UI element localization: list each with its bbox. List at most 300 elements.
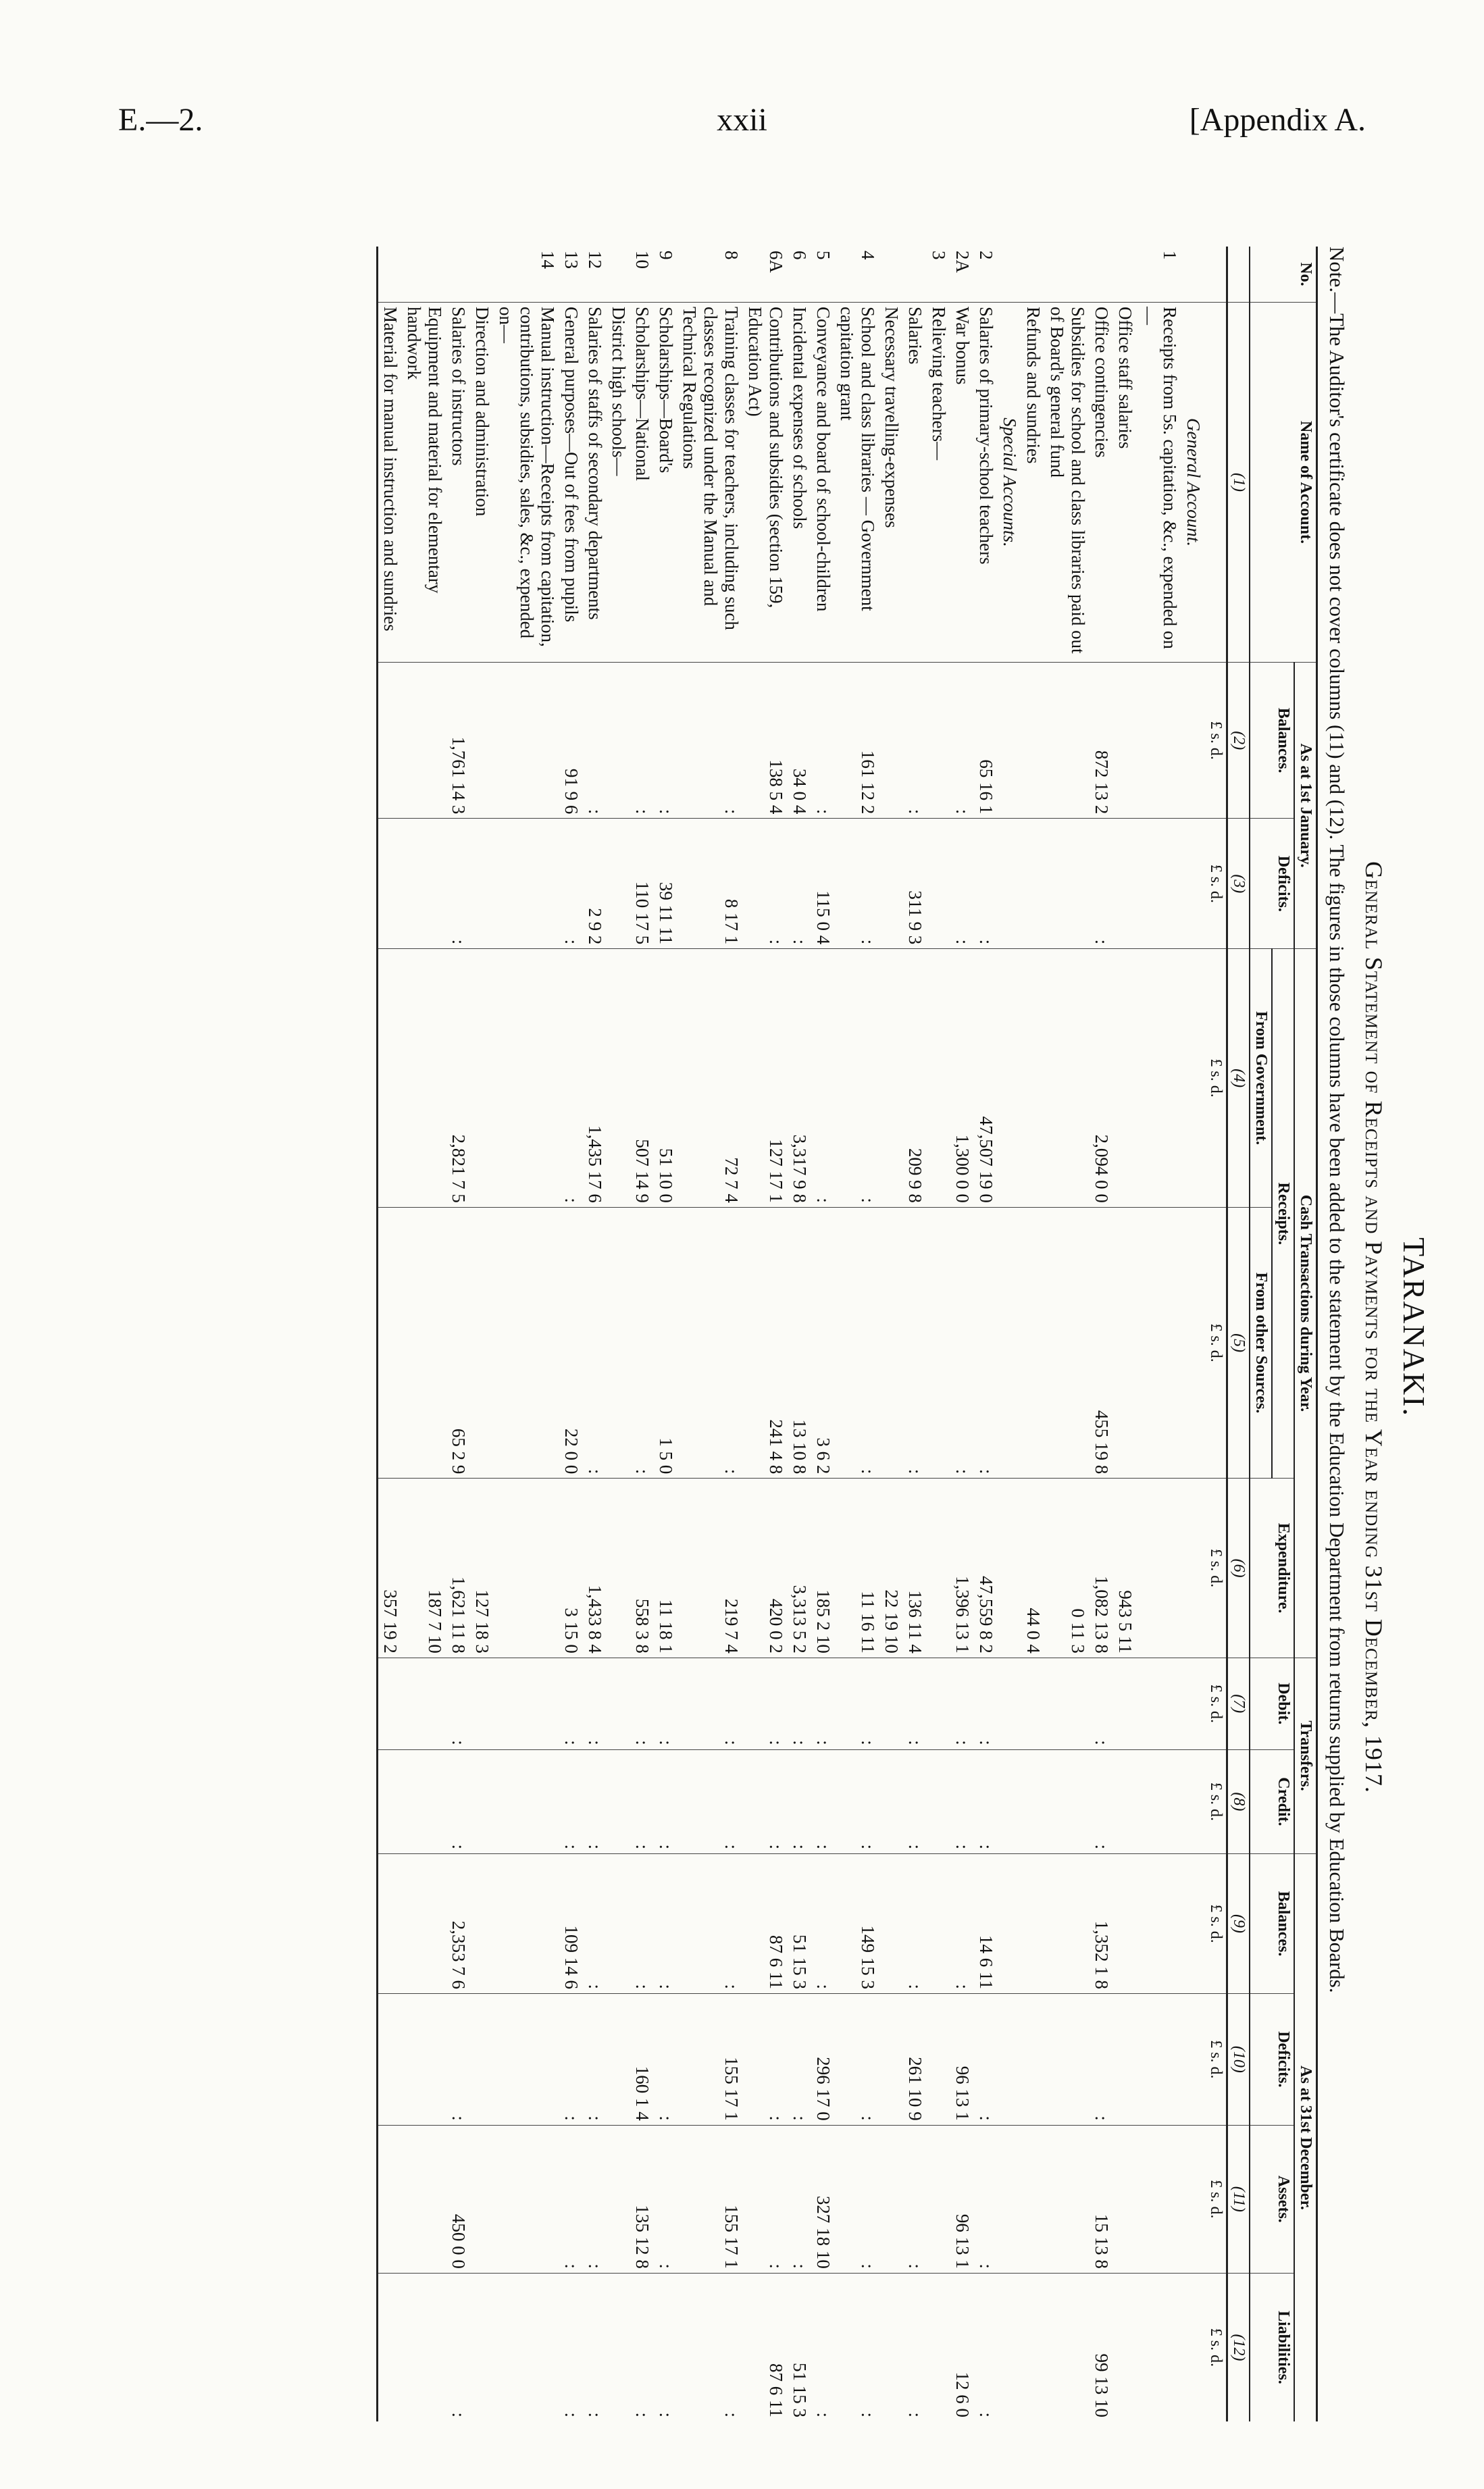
amount-cell	[607, 663, 630, 819]
table-row	[559, 247, 583, 2421]
amount-cell	[1137, 2273, 1181, 2421]
account-number: 5	[813, 251, 834, 260]
amount-cell	[879, 1854, 903, 1994]
amount-cell	[1113, 1749, 1137, 1853]
unit-label: £ s. d.	[1205, 2125, 1227, 2273]
amount-cell	[378, 1207, 403, 1478]
amount-cell	[879, 1994, 903, 2126]
amount-cell: :	[974, 1749, 998, 1853]
amount-cell	[378, 819, 403, 949]
amount-cell: 2 9 2	[583, 819, 607, 949]
amount-cell: 15 13 8	[1090, 2125, 1113, 2273]
amount-cell: :	[835, 949, 879, 1208]
amount-cell: :	[559, 819, 583, 949]
account-number: 10	[632, 251, 653, 269]
amount-cell: :	[446, 1749, 470, 1853]
amount-cell	[470, 1994, 494, 2126]
amount-cell	[998, 663, 1021, 819]
account-number: 3	[929, 251, 949, 260]
account-number: 12	[585, 251, 605, 269]
amount-cell	[1137, 819, 1181, 949]
account-number: 8	[721, 251, 742, 260]
amount-cell: :	[903, 2273, 927, 2421]
amount-cell	[1045, 663, 1090, 819]
amount-cell: 209 9 8	[903, 949, 927, 1208]
jan-header: As at 1st January.	[1294, 663, 1317, 949]
table-row	[903, 247, 927, 2421]
amount-cell: 135 12 8	[630, 2125, 654, 2273]
amount-cell	[607, 1479, 630, 1658]
amount-cell	[1113, 2273, 1137, 2421]
amount-cell	[927, 1994, 950, 2126]
amount-cell	[879, 1207, 903, 1478]
amount-cell: 136 11 4	[903, 1479, 927, 1658]
cash-header: Cash Transactions during Year.	[1294, 949, 1317, 1658]
amount-cell: 11 18 1	[654, 1479, 677, 1658]
amount-cell: 357 19 2	[378, 1479, 403, 1658]
amount-cell: 1,396 13 1	[950, 1479, 974, 1658]
amount-cell: 1,435 17 6	[583, 949, 607, 1208]
col-name-header: Name of Account.	[1250, 303, 1317, 663]
amount-cell	[1113, 1994, 1137, 2126]
col-num: (3)	[1227, 819, 1250, 949]
account-number	[1113, 247, 1137, 303]
amount-cell	[378, 1749, 403, 1853]
account-number: 2	[976, 251, 996, 260]
units-row	[1205, 247, 1227, 2421]
amount-cell: :	[559, 1658, 583, 1749]
account-name: Manual instruction—Receipts from capitation, contributions, subsidies, sales, &c., expended on—	[494, 303, 559, 663]
amount-cell: :	[788, 1749, 811, 1853]
amount-cell	[1137, 1658, 1181, 1749]
amount-cell	[402, 663, 446, 819]
amount-cell	[1181, 2273, 1205, 2421]
amount-cell: 8 17 1	[677, 819, 743, 949]
table-row	[1090, 247, 1113, 2421]
amount-cell: :	[559, 2273, 583, 2421]
document-subtitle: General Statement of Receipts and Payments for the Year ending 31st December, 1917.	[1360, 861, 1387, 1793]
amount-cell	[402, 1658, 446, 1749]
amount-cell: 2,353 7 6	[446, 1854, 470, 1994]
amount-cell: :	[974, 2125, 998, 2273]
amount-cell	[879, 819, 903, 949]
account-name: Salaries	[903, 303, 927, 663]
amount-cell: 11 16 11	[835, 1479, 879, 1658]
amount-cell: :	[974, 819, 998, 949]
amount-cell	[1181, 1479, 1205, 1658]
amount-cell: :	[835, 819, 879, 949]
table-row	[1021, 247, 1045, 2421]
amount-cell: 1,433 8 4	[583, 1479, 607, 1658]
amount-cell	[1113, 1854, 1137, 1994]
amount-cell: 3,317 9 8	[788, 949, 811, 1208]
account-name: Equipment and material for elementary handwork	[402, 303, 446, 663]
amount-cell: 219 7 4	[677, 1479, 743, 1658]
amount-cell: 943 5 11	[1113, 1479, 1137, 1658]
account-number	[402, 247, 446, 303]
account-number: 4	[858, 251, 878, 260]
amount-cell	[402, 949, 446, 1208]
col-num: (7)	[1227, 1658, 1250, 1749]
amount-cell	[1137, 2125, 1181, 2273]
amount-cell: :	[743, 1749, 788, 1853]
amount-cell: :	[654, 663, 677, 819]
amount-cell	[378, 949, 403, 1208]
account-number: 6A	[766, 251, 786, 273]
amount-cell: :	[811, 1749, 835, 1853]
amount-cell	[1045, 1658, 1090, 1749]
amount-cell	[998, 819, 1021, 949]
account-name: Conveyance and board of school-children	[811, 303, 835, 663]
amount-cell: :	[630, 2273, 654, 2421]
amount-cell: 51 15 3	[788, 1854, 811, 1994]
amount-cell	[402, 1994, 446, 2126]
amount-cell: 311 9 3	[903, 819, 927, 949]
amount-cell	[1021, 1658, 1045, 1749]
table-row	[788, 247, 811, 2421]
amount-cell: 155 17 1	[677, 1994, 743, 2126]
receipts-header: Receipts.	[1272, 949, 1294, 1479]
account-number: 1	[1160, 251, 1180, 260]
table-row	[1045, 247, 1090, 2421]
page-number: xxii	[717, 102, 767, 138]
amount-cell: 187 7 10	[402, 1479, 446, 1658]
amount-cell: 12 6 0	[950, 2273, 974, 2421]
amount-cell: :	[583, 663, 607, 819]
amount-cell	[927, 1749, 950, 1853]
section-heading-row	[998, 247, 1021, 2421]
amount-cell: :	[835, 1994, 879, 2126]
col-num: (5)	[1227, 1207, 1250, 1478]
amount-cell	[470, 1854, 494, 1994]
col-deficits10-header: Deficits.	[1250, 1994, 1294, 2126]
amount-cell: 47,507 19 0	[974, 949, 998, 1208]
amount-cell: :	[583, 1658, 607, 1749]
amount-cell	[1181, 949, 1205, 1208]
col-num: (11)	[1227, 2125, 1250, 2273]
amount-cell: 14 6 11	[974, 1854, 998, 1994]
amount-cell: :	[654, 1658, 677, 1749]
amount-cell: :	[446, 1994, 470, 2126]
amount-cell	[470, 1749, 494, 1853]
amount-cell	[1181, 1207, 1205, 1478]
account-name: Training classes for teachers, including such classes recognized under the Manual and Technical Regulations	[677, 303, 743, 663]
unit-label: £ s. d.	[1205, 1749, 1227, 1853]
amount-cell: 138 5 4	[743, 663, 788, 819]
account-name: District high schools—	[607, 303, 630, 663]
amount-cell: :	[950, 819, 974, 949]
account-number	[446, 247, 470, 303]
page-ref: E.—2.	[118, 102, 203, 138]
amount-cell: 155 17 1	[677, 2125, 743, 2273]
col-no-header: No.	[1250, 247, 1317, 303]
amount-cell	[1045, 1207, 1090, 1478]
amount-cell: :	[1090, 1994, 1113, 2126]
account-name: Salaries of instructors	[446, 303, 470, 663]
amount-cell: 44 0 4	[1021, 1479, 1045, 1658]
amount-cell	[1181, 663, 1205, 819]
amount-cell	[470, 1207, 494, 1478]
amount-cell: 327 18 10	[811, 2125, 835, 2273]
amount-cell: :	[835, 1658, 879, 1749]
amount-cell: :	[559, 949, 583, 1208]
unit-label: £ s. d.	[1205, 1479, 1227, 1658]
amount-cell: 127 18 3	[470, 1479, 494, 1658]
amount-cell: :	[788, 1658, 811, 1749]
table-row	[677, 247, 743, 2421]
amount-cell: :	[559, 1749, 583, 1853]
col-balances-header: Balances.	[1250, 663, 1294, 819]
amount-cell	[402, 819, 446, 949]
amount-cell: 51 15 3	[788, 2273, 811, 2421]
amount-cell	[1181, 2125, 1205, 2273]
amount-cell	[1045, 949, 1090, 1208]
amount-cell	[494, 949, 559, 1208]
account-number	[1045, 247, 1090, 303]
amount-cell	[607, 2273, 630, 2421]
amount-cell: :	[903, 1749, 927, 1853]
amount-cell: :	[630, 1658, 654, 1749]
account-name: General purposes—Out of fees from pupils	[559, 303, 583, 663]
amount-cell	[1021, 819, 1045, 949]
amount-cell	[1113, 1207, 1137, 1478]
amount-cell	[1137, 1994, 1181, 2126]
amount-cell	[494, 663, 559, 819]
account-name: Material for manual instruction and sundries	[378, 303, 403, 663]
amount-cell: 1,082 13 8	[1090, 1479, 1113, 1658]
amount-cell	[998, 1658, 1021, 1749]
account-number	[903, 247, 927, 303]
table-row	[811, 247, 835, 2421]
col-deficits-header: Deficits.	[1250, 819, 1294, 949]
amount-cell: 22 19 10	[879, 1479, 903, 1658]
amount-cell	[607, 1749, 630, 1853]
amount-cell	[1137, 1479, 1181, 1658]
amount-cell	[494, 2273, 559, 2421]
amount-cell	[927, 2125, 950, 2273]
amount-cell: 91 9 6	[559, 663, 583, 819]
amount-cell	[378, 663, 403, 819]
amount-cell	[470, 2125, 494, 2273]
account-number: 13	[561, 251, 582, 269]
amount-cell: 96 13 1	[950, 2125, 974, 2273]
amount-cell: :	[1090, 819, 1113, 949]
account-number	[998, 247, 1021, 303]
amount-cell	[607, 1207, 630, 1478]
amount-cell	[470, 2273, 494, 2421]
amount-cell	[1045, 1994, 1090, 2126]
amount-cell	[927, 819, 950, 949]
amount-cell: 296 17 0	[811, 1994, 835, 2126]
amount-cell	[607, 819, 630, 949]
amount-cell: 507 14 9	[630, 949, 654, 1208]
amount-cell: :	[559, 2125, 583, 2273]
amount-cell: 127 17 1	[743, 949, 788, 1208]
account-name: Incidental expenses of schools	[788, 303, 811, 663]
amount-cell	[494, 2125, 559, 2273]
amount-cell	[494, 1658, 559, 1749]
unit-label: £ s. d.	[1205, 1854, 1227, 1994]
amount-cell: :	[743, 1658, 788, 1749]
amount-cell: :	[677, 1207, 743, 1478]
amount-cell: 39 11 11	[654, 819, 677, 949]
amount-cell	[607, 1658, 630, 1749]
amount-cell: :	[903, 1207, 927, 1478]
amount-cell	[402, 2125, 446, 2273]
account-number: 2A	[952, 251, 973, 273]
col-num: (6)	[1227, 1479, 1250, 1658]
amount-cell: :	[630, 663, 654, 819]
unit-label: £ s. d.	[1205, 1994, 1227, 2126]
amount-cell	[607, 1994, 630, 2126]
amount-cell: :	[630, 1854, 654, 1994]
amount-cell: :	[903, 2125, 927, 2273]
amount-cell: 3,313 5 2	[788, 1479, 811, 1658]
col-num: (4)	[1227, 949, 1250, 1208]
amount-cell: 1,761 14 3	[446, 663, 470, 819]
amount-cell: 99 13 10	[1090, 2273, 1113, 2421]
unit-label: £ s. d.	[1205, 1207, 1227, 1478]
amount-cell: :	[1090, 1749, 1113, 1853]
amount-cell	[927, 1658, 950, 1749]
account-number	[1021, 247, 1045, 303]
account-name: Office staff salaries	[1113, 303, 1137, 663]
amount-cell: :	[903, 1854, 927, 1994]
amount-cell	[1045, 2125, 1090, 2273]
table-row	[1137, 247, 1181, 2421]
amount-cell	[494, 1994, 559, 2126]
amount-cell: :	[583, 2125, 607, 2273]
amount-cell: :	[583, 1994, 607, 2126]
amount-cell	[470, 819, 494, 949]
amount-cell: :	[811, 2273, 835, 2421]
amount-cell	[607, 1854, 630, 1994]
account-name: Refunds and sundries	[1021, 303, 1045, 663]
table-row	[470, 247, 494, 2421]
table-row	[378, 247, 403, 2421]
amount-cell	[494, 1854, 559, 1994]
amount-cell	[998, 2125, 1021, 2273]
auditor-note: Note.—The Auditor's certificate does not cover columns (11) and (12). The figures in those columns have been added to the statement by the Education Department from returns supplied by Education Boards.	[1325, 247, 1349, 1993]
amount-cell: 2,094 0 0	[1090, 949, 1113, 1208]
column-numbers-row	[1227, 247, 1250, 2421]
account-number: 6	[790, 251, 810, 260]
amount-cell: :	[811, 1658, 835, 1749]
amount-cell: :	[630, 1749, 654, 1853]
col-num: (10)	[1227, 1994, 1250, 2126]
table-row	[743, 247, 788, 2421]
amount-cell	[607, 2125, 630, 2273]
amount-cell	[998, 1207, 1021, 1478]
amount-cell	[402, 1749, 446, 1853]
amount-cell: :	[654, 2273, 677, 2421]
amount-cell: 455 19 8	[1090, 1207, 1113, 1478]
dec-header: As at 31st December.	[1294, 1854, 1317, 2421]
amount-cell: 160 1 4	[630, 1994, 654, 2126]
table-row	[402, 247, 446, 2421]
unit-label: £ s. d.	[1205, 663, 1227, 819]
amount-cell	[1181, 1994, 1205, 2126]
col-num: (12)	[1227, 2273, 1250, 2421]
amount-cell: :	[743, 819, 788, 949]
amount-cell	[378, 1658, 403, 1749]
account-number	[607, 247, 630, 303]
amount-cell	[1021, 949, 1045, 1208]
amount-cell: 1,621 11 8	[446, 1479, 470, 1658]
amount-cell	[1137, 1854, 1181, 1994]
account-number: 9	[656, 251, 676, 260]
table-row	[446, 247, 470, 2421]
amount-cell: :	[743, 2125, 788, 2273]
amount-cell: 87 6 11	[743, 2273, 788, 2421]
amount-cell	[998, 1749, 1021, 1853]
section-heading-row	[1181, 247, 1205, 2421]
amount-cell	[1021, 663, 1045, 819]
amount-cell	[1045, 1749, 1090, 1853]
amount-cell	[378, 1854, 403, 1994]
amount-cell: 47,559 8 2	[974, 1479, 998, 1658]
amount-cell: 96 13 1	[950, 1994, 974, 2126]
amount-cell: 161 12 2	[835, 663, 879, 819]
amount-cell	[879, 2273, 903, 2421]
amount-cell	[927, 1854, 950, 1994]
amount-cell: 3 15 0	[559, 1479, 583, 1658]
statement-table	[376, 247, 1318, 2421]
account-number	[1090, 247, 1113, 303]
amount-cell: 420 0 2	[743, 1479, 788, 1658]
amount-cell	[378, 1994, 403, 2126]
amount-cell: :	[654, 1854, 677, 1994]
account-number: 14	[538, 251, 558, 269]
amount-cell	[927, 949, 950, 1208]
amount-cell	[470, 949, 494, 1208]
amount-cell	[402, 2273, 446, 2421]
amount-cell	[1113, 2125, 1137, 2273]
account-name: Office contingencies	[1090, 303, 1113, 663]
rotated-statement	[203, 165, 1445, 2489]
col-num: (1)	[1227, 303, 1250, 663]
amount-cell	[1045, 819, 1090, 949]
amount-cell: 109 14 6	[559, 1854, 583, 1994]
amount-cell: 261 10 9	[903, 1994, 927, 2126]
amount-cell: :	[630, 1207, 654, 1478]
amount-cell: :	[743, 1994, 788, 2126]
amount-cell: :	[788, 2125, 811, 2273]
amount-cell	[1137, 949, 1181, 1208]
amount-cell	[1137, 1207, 1181, 1478]
amount-cell	[1045, 1854, 1090, 1994]
amount-cell: 149 15 3	[835, 1854, 879, 1994]
table-row	[1113, 247, 1137, 2421]
account-name: Relieving teachers—	[927, 303, 950, 663]
amount-cell: 1,300 0 0	[950, 949, 974, 1208]
amount-cell	[998, 1854, 1021, 1994]
amount-cell: :	[583, 2273, 607, 2421]
amount-cell: :	[1090, 1658, 1113, 1749]
amount-cell	[1021, 2273, 1045, 2421]
account-number	[378, 247, 403, 303]
amount-cell: 110 17 5	[630, 819, 654, 949]
col-liabilities-header: Liabilities.	[1250, 2273, 1294, 2421]
amount-cell: 72 7 4	[677, 949, 743, 1208]
amount-cell	[927, 1207, 950, 1478]
col-num: (2)	[1227, 663, 1250, 819]
amount-cell	[607, 949, 630, 1208]
amount-cell: :	[950, 1207, 974, 1478]
col-from-gov-header: From Government.	[1250, 949, 1272, 1208]
amount-cell: 65 2 9	[446, 1207, 470, 1478]
amount-cell	[1113, 819, 1137, 949]
